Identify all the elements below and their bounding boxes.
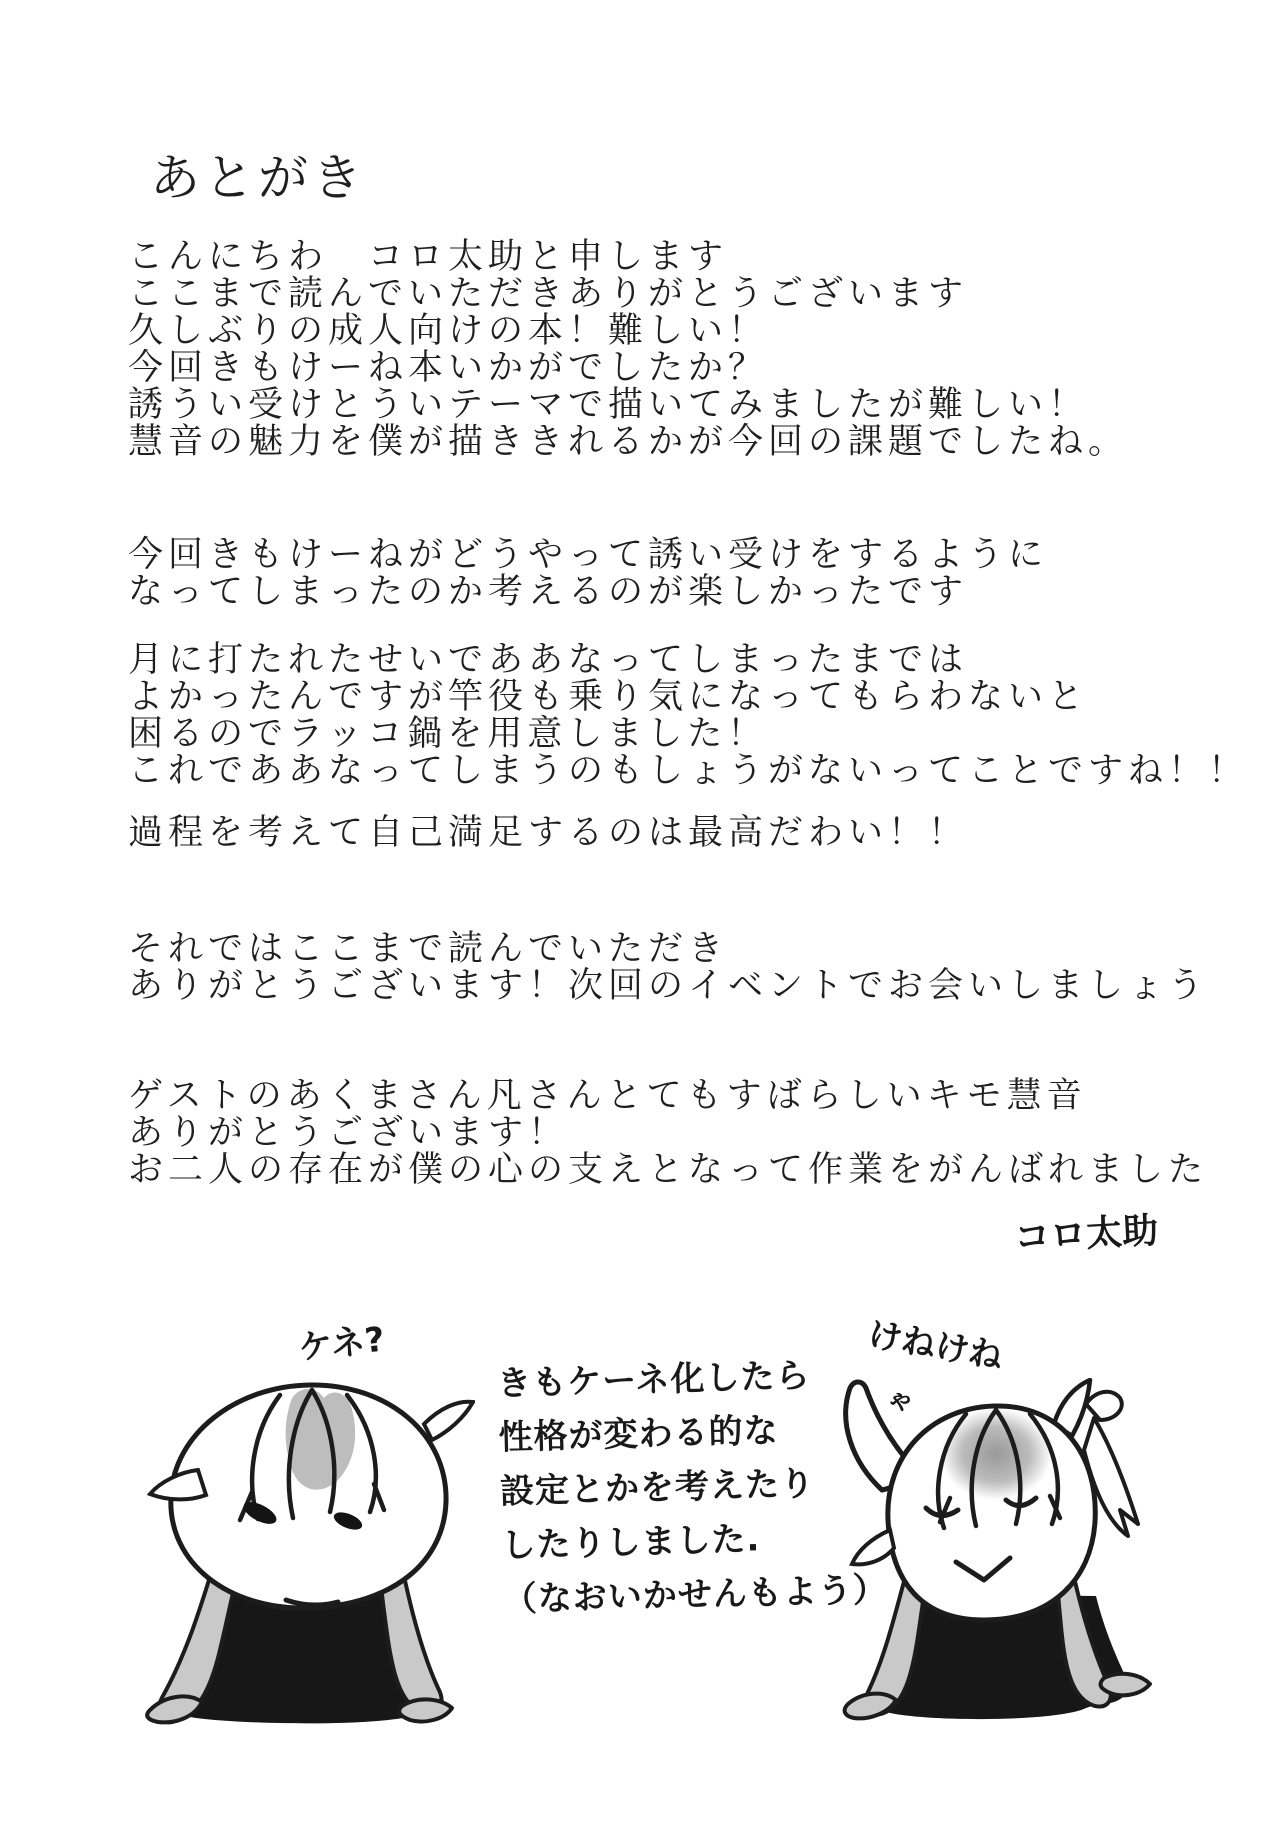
- note-line: したりしました.: [500, 1519, 761, 1567]
- text-line: 今回きもけーねがどうやって誘い受けをするように: [128, 535, 1049, 574]
- text-line: 誘うい受けとういテーマで描いてみましたが難しい！: [128, 385, 1089, 424]
- text-line: 久しぶりの成人向けの本！難しい！: [128, 311, 769, 350]
- paragraph-guest-thanks: [128, 1077, 1208, 1188]
- text-line: ありがとうございます！: [128, 1113, 569, 1152]
- text-line: 過程を考えて自己満足するのは最高だわい！！: [128, 813, 969, 852]
- left-doodle-label: ケネ?: [296, 1319, 387, 1369]
- paragraph-theme: [128, 536, 1048, 610]
- text-line: お二人の存在が僕の心の支えとなって作業をがんばれました: [128, 1150, 1209, 1189]
- text-line: 月に打たれたせいでああなってしまったまでは: [128, 640, 969, 679]
- note-line: （なおいかせんもよう）: [502, 1569, 889, 1620]
- keine-sketch: [140, 1362, 475, 1752]
- text-line: 今回きもけーね本いかがでしたか？: [128, 348, 769, 387]
- text-line: 困るのでラッコ鍋を用意しました！: [128, 714, 768, 753]
- paragraph-farewell: [128, 930, 1208, 1004]
- paragraph-intro: [128, 238, 1128, 460]
- ex-keine-sketch: [818, 1378, 1163, 1728]
- paragraph-satisfaction: [128, 814, 968, 851]
- ribbon-loop: [1086, 1392, 1122, 1420]
- paragraph-story: [128, 641, 1248, 789]
- text-line: これでああなってしまうのもしょうがないってことですね！！: [128, 751, 1249, 790]
- text-line: こんにちわ コロ太助と申します: [128, 237, 729, 276]
- right-doodle-mark: ゃ: [884, 1381, 917, 1418]
- right-doodle-label: けねけね: [864, 1314, 1006, 1378]
- text-line: 慧音の魅力を僕が描ききれるかが今回の課題でしたね。: [128, 422, 1129, 461]
- page-title: あとがき: [150, 150, 366, 206]
- note-line: 設定とかを考えたり: [499, 1463, 816, 1513]
- text-line: ここまで読んでいただきありがとうございます: [128, 274, 969, 313]
- text-line: なってしまったのか考えるのが楽しかったです: [128, 572, 969, 611]
- text-line: ありがとうございます！次回のイベントでお会いしましょう: [128, 966, 1209, 1005]
- author-signature: コロ太助: [1013, 1210, 1160, 1259]
- text-line: よかったんですが竿役も乗り気になってもらわないと: [128, 677, 1089, 716]
- text-line: それではここまで読んでいただき: [128, 929, 729, 968]
- text-line: ゲストのあくまさん凡さんとてもすばらしいキモ慧音: [128, 1076, 1087, 1115]
- note-line: 性格が変わる的な: [498, 1410, 780, 1459]
- note-line: きもケーネ化したら: [496, 1355, 811, 1405]
